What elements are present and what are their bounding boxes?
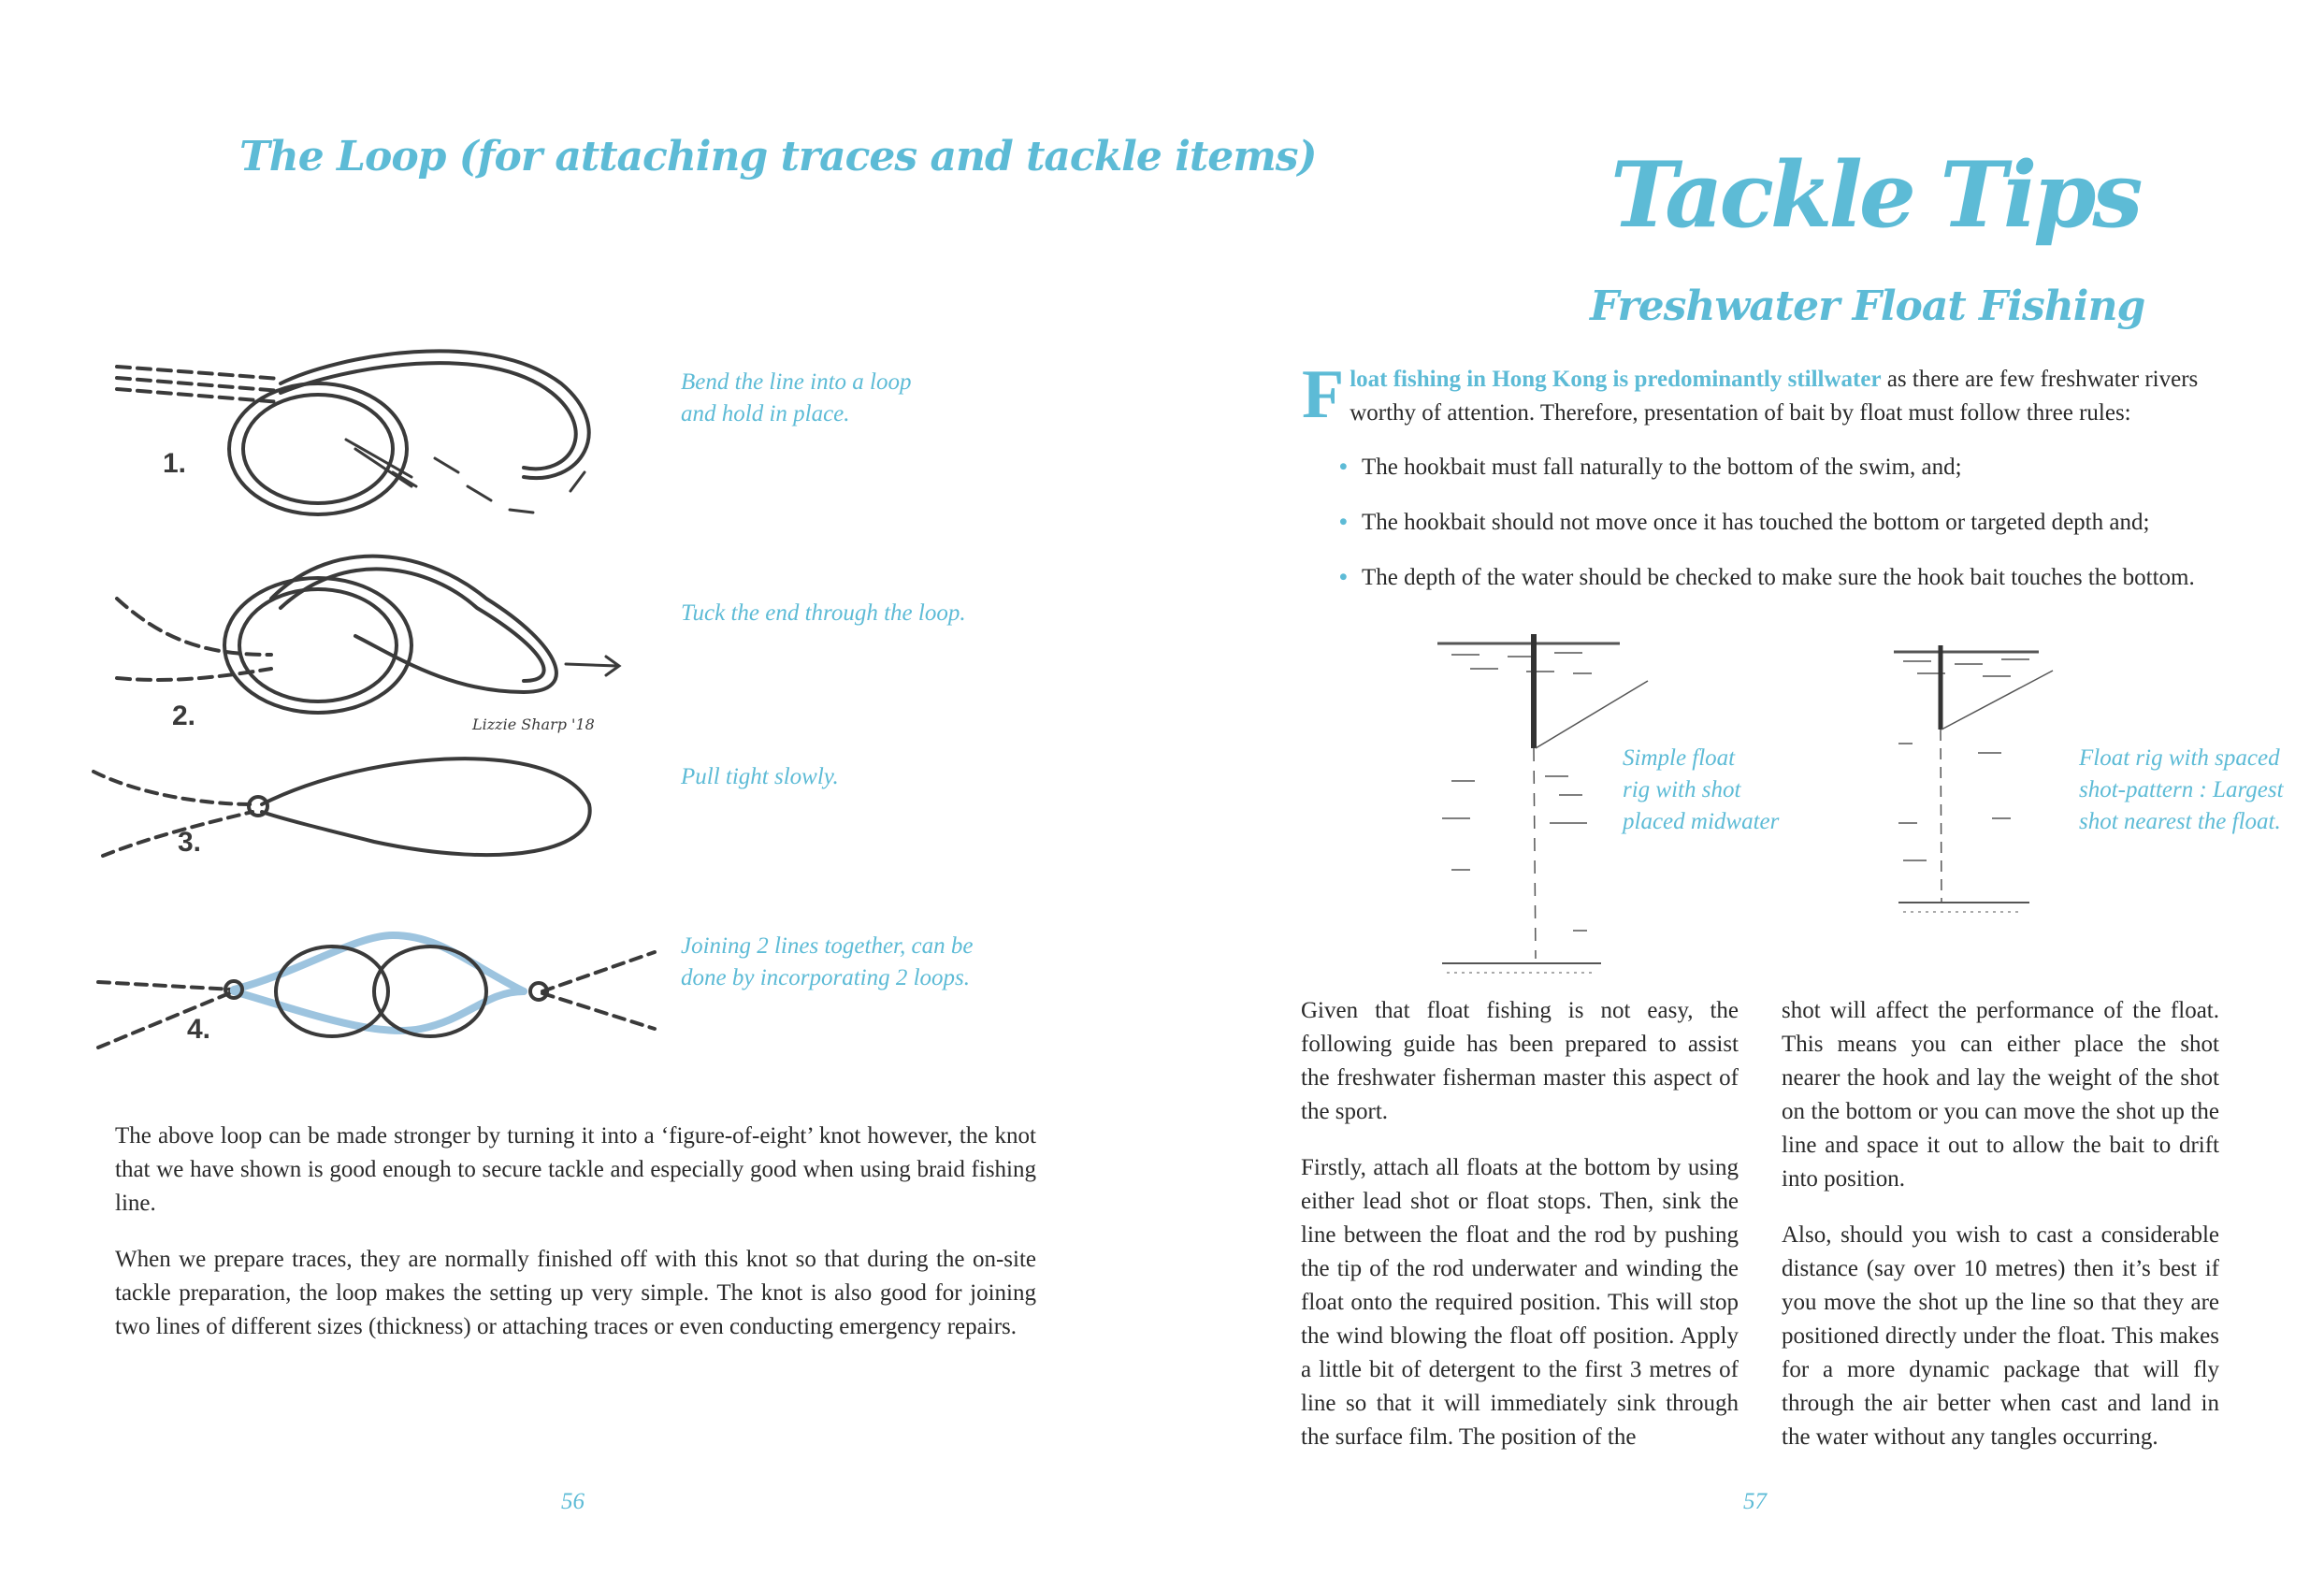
page-title: Tackle Tips [1610, 142, 2140, 248]
page-number-left: 56 [561, 1489, 585, 1514]
knot-step-3-drawing [94, 759, 590, 856]
spaced-shot-float-rig-diagram [1889, 641, 2095, 931]
column-2-paragraph-2: Also, should you wish to cast a considerable distance (say over 10 metres) then it’s best if you move the shot up the line so that they are positioned directly under the float. This makes for a more dynamic package that will fly through the air better when cast and land in the water without any tangles occurring. [1782, 1222, 2219, 1450]
right-page [1162, 0, 2324, 1575]
step-number-2: 2. [172, 701, 196, 731]
left-paragraph-2: When we prepare traces, they are normally finished off with this knot so that during the on-site tackle preparation, the loop makes the setting up very simple. The knot is also good for joining two lines of different sizes (thickness) or attaching traces or even conducting emergency repairs. [115, 1247, 1036, 1339]
knot-step-1-drawing [117, 351, 589, 514]
list-item: • The depth of the water should be checked to make sure the hook bait touches the bottom. [1339, 561, 2274, 595]
bullet-icon: • [1339, 565, 1348, 590]
rules-list [1339, 451, 2274, 616]
loop-title: The Loop (for attaching traces and tackle items) [239, 133, 1317, 181]
knot-step-2-drawing [117, 556, 619, 713]
intro-rest: as there are few freshwater rivers worthy of attention. Therefore, presentation of bait by float must follow three rules: [1350, 367, 2199, 426]
drop-cap: F [1302, 356, 1345, 433]
step-number-1: 1. [163, 448, 187, 479]
text-column-1 [1301, 994, 1739, 1477]
column-1-paragraph-2: Firstly, attach all floats at the bottom by using either lead shot or float stops. Then, sink the line between the float and the rod by pushing the tip of the rod underwater and winding the float onto the required position. This will stop the wind blowing the float off position. Apply a little bit of detergent to the first 3 metres of line so that it will immediately sink through the surface film. The position of the [1301, 1155, 1739, 1450]
list-item: • The hookbait must fall naturally to the bottom of the swim, and; [1339, 451, 2274, 484]
column-1-paragraph-1: Given that float fishing is not easy, the following guide has been prepared to assist the freshwater fisherman master this aspect of the sport. [1301, 998, 1739, 1124]
bullet-icon: • [1339, 455, 1348, 480]
step-1-caption: Bend the line into a loop and hold in place. [681, 369, 912, 426]
step-4-caption: Joining 2 lines together, can be done by incorporating 2 loops. [681, 933, 974, 990]
step-2-caption: Tuck the end through the loop. [681, 600, 966, 626]
spaced-float-caption: Float rig with spaced shot-pattern : Largest shot nearest the float. [2079, 745, 2284, 834]
section-subtitle: Freshwater Float Fishing [1590, 282, 2145, 330]
step-number-3: 3. [178, 827, 202, 858]
column-2-paragraph-1: shot will affect the performance of the float. This means you can either place the shot nearer the hook and lay the weight of the shot on the bottom or you can move the shot up the line and space it out to allow the bait to drift into position. [1782, 998, 2219, 1192]
left-paragraph-1: The above loop can be made stronger by turning it into a ‘figure-of-eight’ knot however, the knot that we have shown is good enough to secure tackle and especially good when using braid fishing line. [115, 1123, 1036, 1216]
step-3-caption: Pull tight slowly. [681, 764, 839, 789]
step-number-4: 4. [187, 1014, 211, 1045]
list-item: • The hookbait should not move once it has touched the bottom or targeted depth and; [1339, 506, 2274, 540]
intro-paragraph [1302, 356, 2237, 433]
intro-lead: loat fishing in Hong Kong is predominantly stillwater [1350, 367, 1882, 392]
text-column-2 [1782, 994, 2219, 1477]
artist-signature: Lizzie Sharp '18 [472, 715, 595, 733]
left-body-text [115, 1120, 1036, 1366]
bullet-icon: • [1339, 510, 1348, 535]
page-number-right: 57 [1743, 1489, 1767, 1514]
simple-float-caption: Simple float rig with shot placed midwater [1623, 745, 1780, 834]
knot-step-4-drawing [98, 935, 655, 1048]
